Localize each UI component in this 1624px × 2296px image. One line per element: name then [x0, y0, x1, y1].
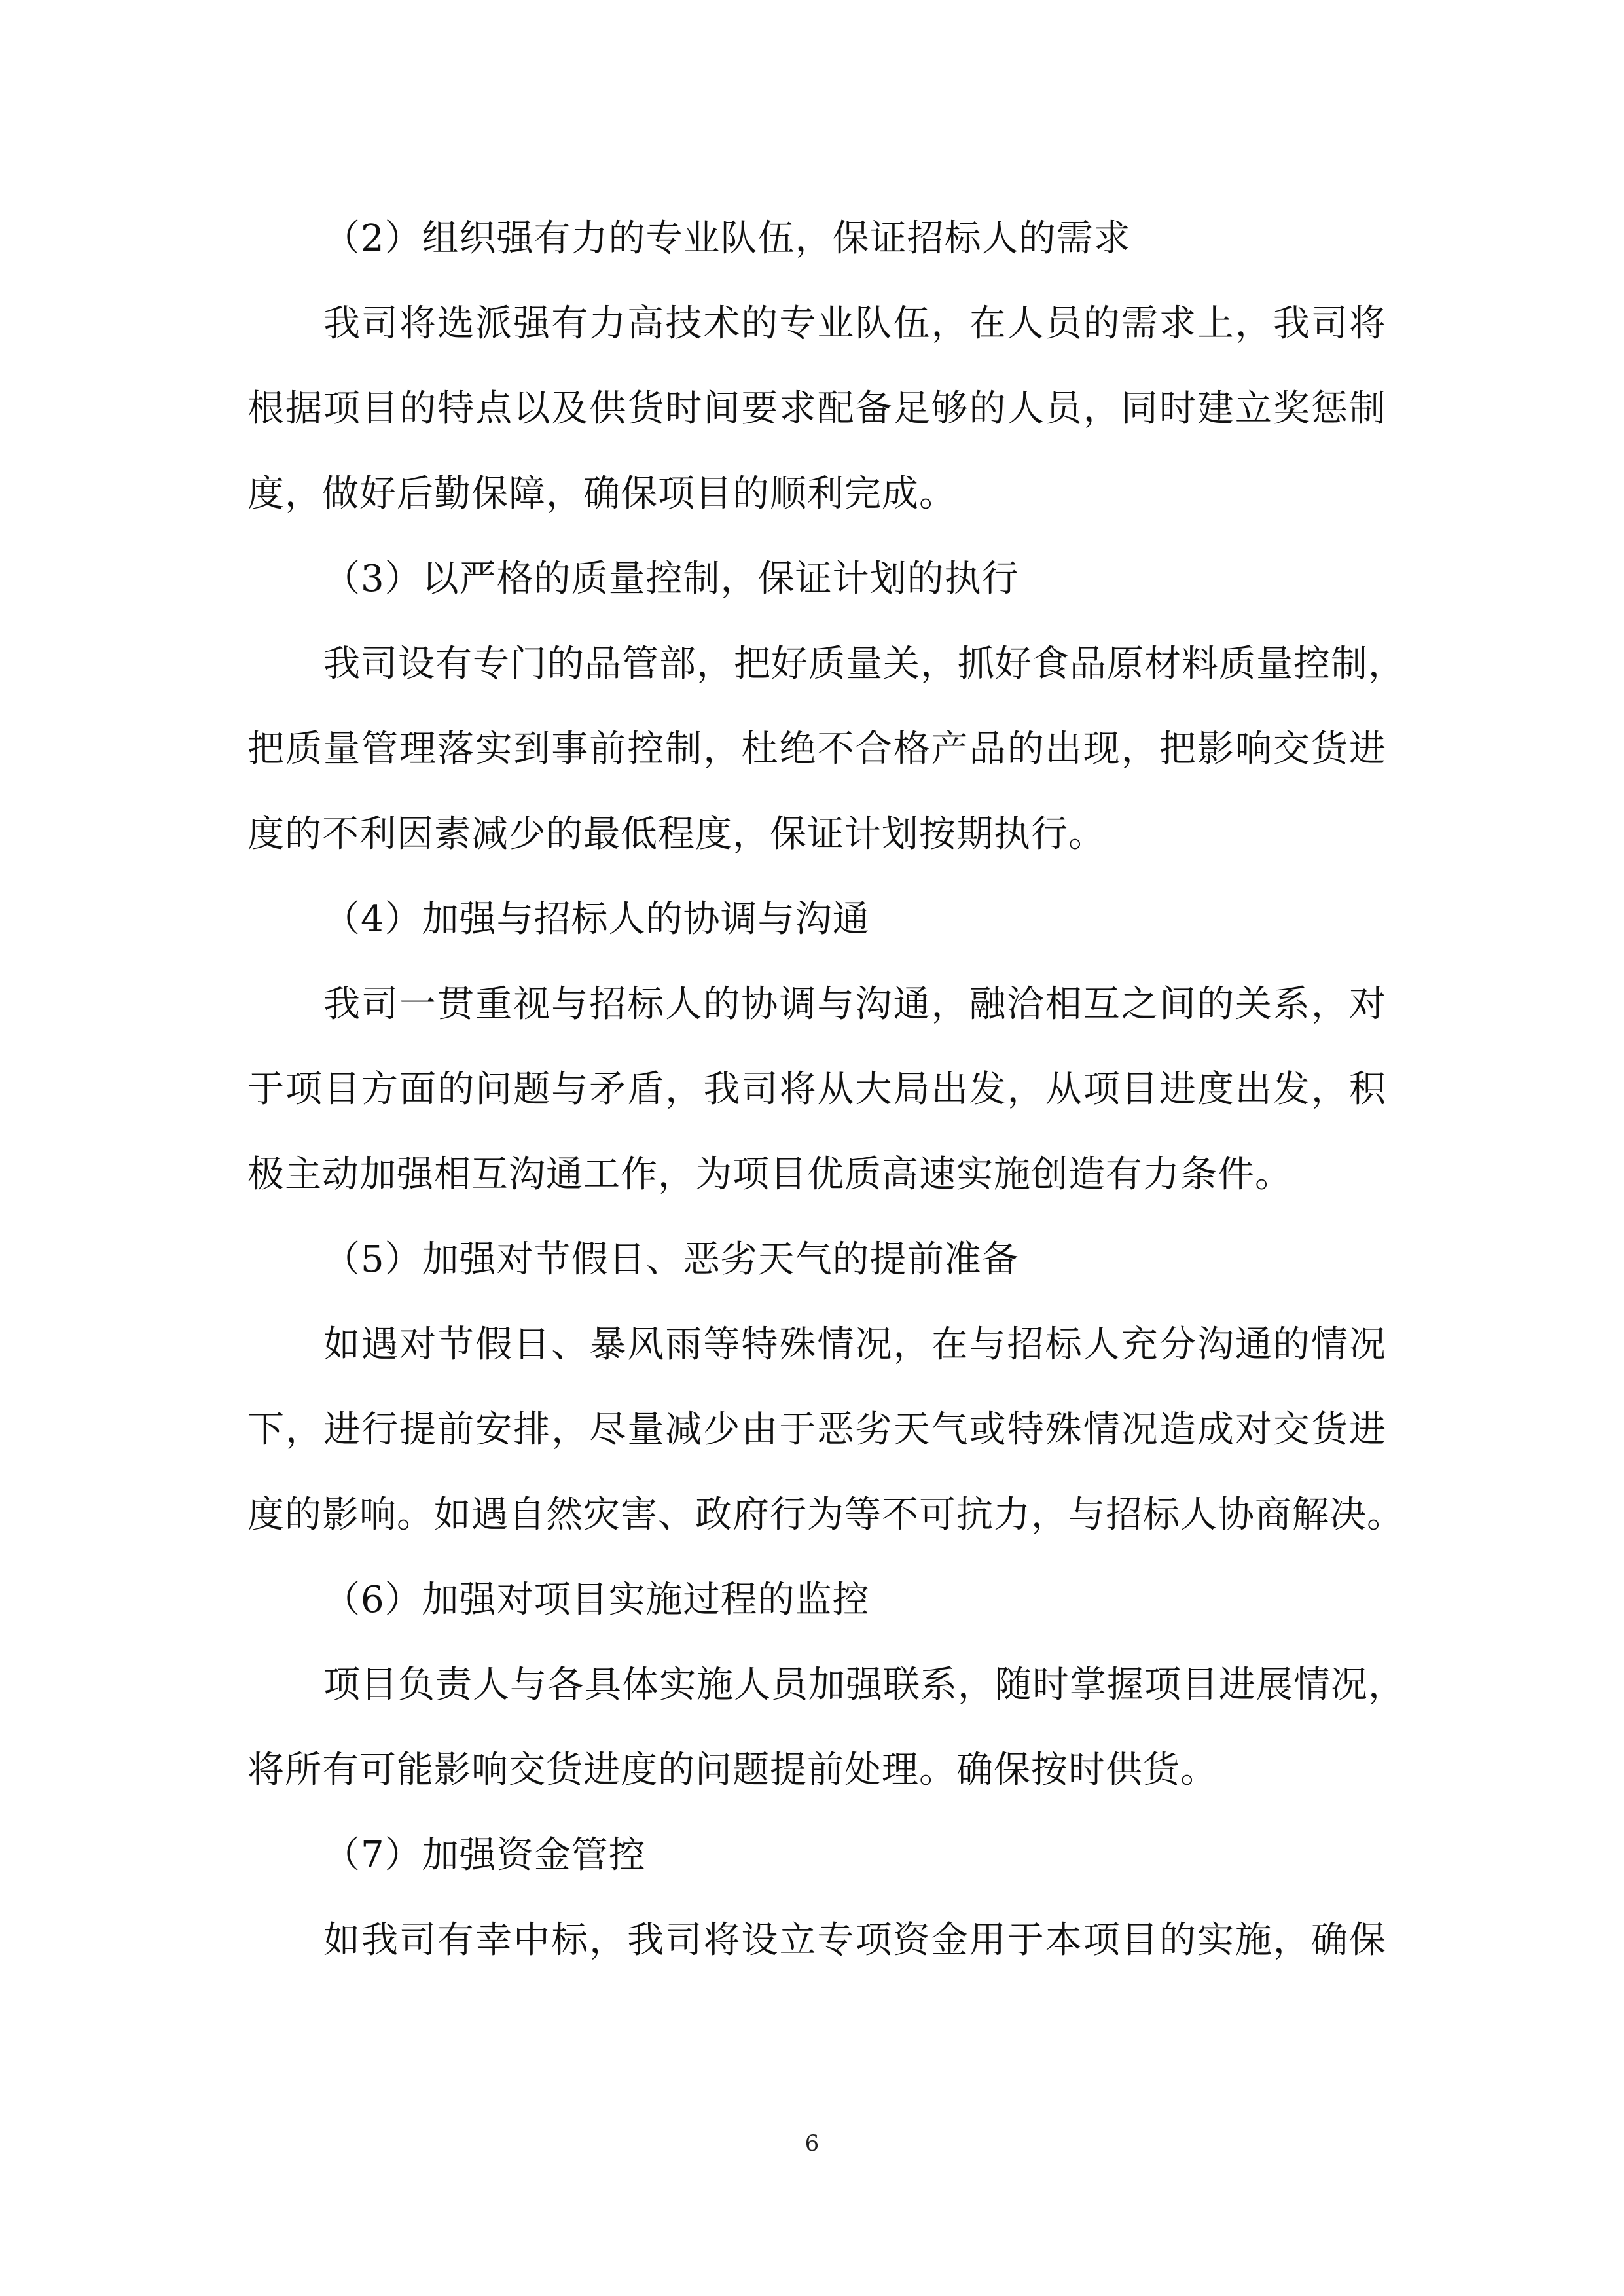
paragraph-line: 将所有可能影响交货进度的问题提前处理。确保按时供货。: [247, 1749, 1218, 1791]
paragraph-line: 下，进行提前安排，尽量减少由于恶劣天气或特殊情况造成对交货进: [247, 1408, 1386, 1451]
paragraph-line: 如遇对节假日、暴风雨等特殊情况，在与招标人充分沟通的情况: [323, 1323, 1386, 1366]
paragraph-line: 我司一贯重视与招标人的协调与沟通，融洽相互之间的关系，对: [323, 983, 1386, 1026]
paragraph-line: 我司设有专门的品管部，把好质量关，抓好食品原材料质量控制，: [323, 643, 1405, 685]
section-heading: （4）加强与招标人的协调与沟通: [323, 898, 870, 941]
paragraph-line: 我司将选派强有力高技术的专业队伍，在人员的需求上，我司将: [323, 302, 1386, 345]
paragraph-line: 度的影响。如遇自然灾害、政府行为等不可抗力，与招标人协商解决。: [247, 1494, 1404, 1536]
paragraph-line: 极主动加强相互沟通工作，为项目优质高速实施创造有力条件。: [247, 1153, 1292, 1196]
paragraph-line: 把质量管理落实到事前控制，杜绝不合格产品的出现，把影响交货进: [247, 728, 1386, 770]
section-heading: （5）加强对节假日、恶劣天气的提前准备: [323, 1238, 1019, 1281]
paragraph-line: 于项目方面的问题与矛盾，我司将从大局出发，从项目进度出发，积: [247, 1068, 1386, 1111]
document-body: [247, 196, 1405, 1983]
section-heading: （3）以严格的质量控制，保证计划的执行: [323, 558, 1019, 600]
paragraph-line: 度的不利因素减少的最低程度，保证计划按期执行。: [247, 813, 1106, 855]
paragraph-line: 如我司有幸中标，我司将设立专项资金用于本项目的实施，确保: [323, 1919, 1386, 1962]
paragraph-line: 根据项目的特点以及供货时间要求配备足够的人员，同时建立奖惩制: [247, 387, 1386, 430]
section-heading: （6）加强对项目实施过程的监控: [323, 1579, 870, 1621]
section-heading: （2）组织强有力的专业队伍，保证招标人的需求: [323, 217, 1131, 260]
page-number: 6: [804, 2130, 820, 2157]
paragraph-line: 度，做好后勤保障，确保项目的顺利完成。: [247, 473, 956, 515]
section-heading: （7）加强资金管控: [323, 1834, 646, 1876]
paragraph-line: 项目负责人与各具体实施人员加强联系，随时掌握项目进展情况，: [323, 1664, 1405, 1706]
